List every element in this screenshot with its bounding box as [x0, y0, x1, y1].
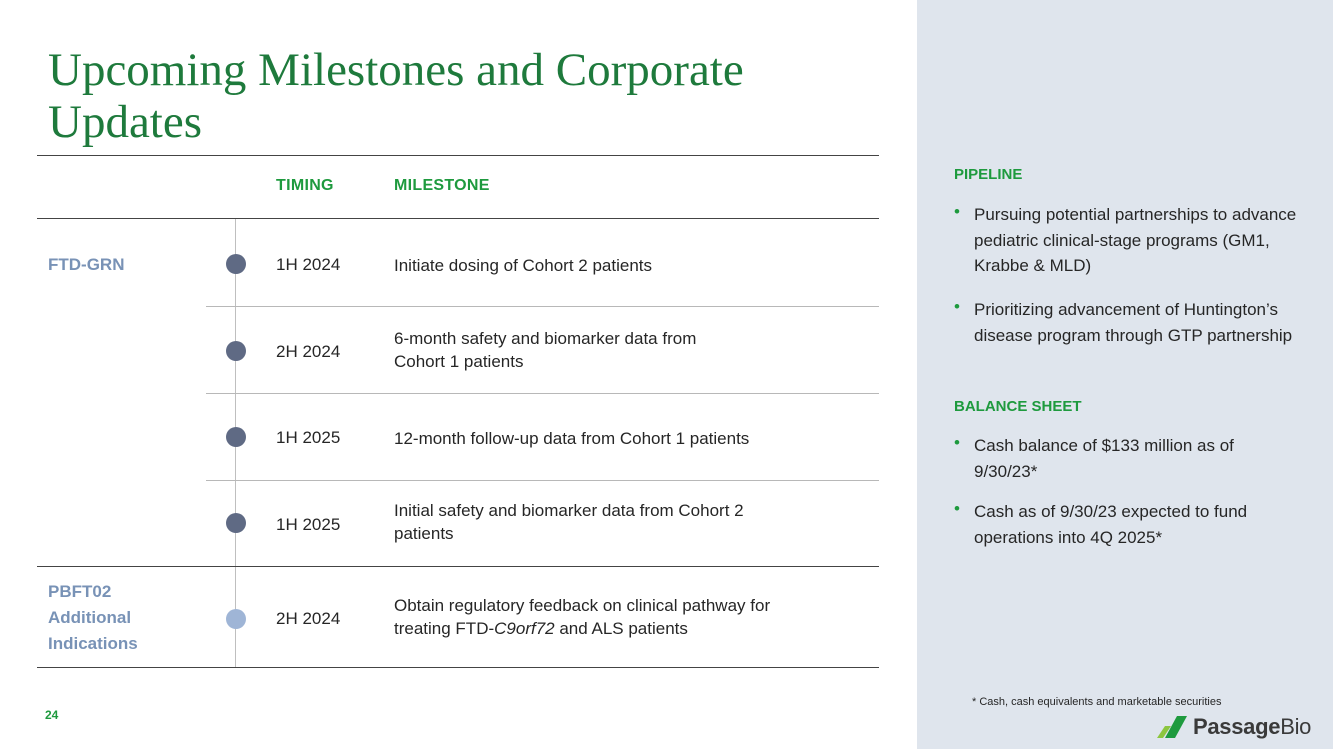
timeline-dot	[226, 609, 246, 629]
bullet-icon: •	[954, 433, 960, 452]
row-divider	[206, 393, 879, 394]
pipeline-bullet: Prioritizing advancement of Huntington’s disease program through GTP partnership	[974, 300, 1293, 345]
bullet-icon: •	[954, 499, 960, 518]
row-timing: 1H 2024	[276, 255, 341, 274]
row-milestone: Initiate dosing of Cohort 2 patients	[394, 256, 652, 275]
row-divider	[206, 480, 879, 481]
group-label-line: Indications	[48, 634, 138, 653]
row-timing: 2H 2024	[276, 609, 341, 628]
row-milestone	[394, 594, 864, 640]
table-bottom-rule	[37, 667, 879, 668]
sidebar-panel	[917, 0, 1333, 749]
timeline-dot	[226, 341, 246, 361]
group-label-line: Additional	[48, 608, 132, 627]
row-timing: 1H 2025	[276, 428, 341, 447]
page-title: Upcoming Milestones and Corporate Updates	[48, 44, 744, 148]
passage-bio-logo-icon	[1157, 716, 1187, 738]
pipeline-heading: PIPELINE	[954, 166, 1023, 183]
row-milestone-line: treating FTD-C9orf72 and ALS patients	[394, 619, 688, 638]
group-label-pbft02	[48, 579, 138, 657]
row-timing: 1H 2025	[276, 515, 341, 534]
timeline-dot	[226, 254, 246, 274]
passage-bio-logo	[1157, 713, 1311, 741]
row-milestone-line: patients	[394, 524, 454, 543]
row-milestone: 12-month follow-up data from Cohort 1 patients	[394, 429, 750, 448]
timing-header: TIMING	[276, 177, 334, 194]
pipeline-bullet: Pursuing potential partnerships to advance pediatric clinical-stage programs (GM1, Krabbe & MLD)	[974, 205, 1297, 275]
page-number: 24	[45, 708, 59, 722]
row-divider	[206, 306, 879, 307]
balance-sheet-heading: BALANCE SHEET	[954, 398, 1082, 415]
row-timing: 2H 2024	[276, 342, 341, 361]
footnote: * Cash, cash equivalents and marketable securities	[972, 696, 1222, 708]
timeline-dot	[226, 513, 246, 533]
logo-wordmark: PassageBio	[1193, 714, 1312, 739]
row-milestone	[394, 499, 864, 545]
group-label-line: PBFT02	[48, 582, 112, 601]
row-milestone-line: Cohort 1 patients	[394, 352, 524, 371]
row-milestone-line: Obtain regulatory feedback on clinical pathway for	[394, 596, 771, 615]
bullet-icon: •	[954, 297, 960, 316]
row-milestone-line: Initial safety and biomarker data from Cohort 2	[394, 501, 744, 520]
bullet-icon: •	[954, 202, 960, 221]
group-rule	[37, 566, 879, 567]
header-rule	[37, 218, 879, 219]
balance-bullet: Cash as of 9/30/23 expected to fund operations into 4Q 2025*	[974, 502, 1248, 547]
timeline-dot	[226, 427, 246, 447]
row-milestone	[394, 327, 864, 373]
group-label-ftd-grn: FTD-GRN	[48, 255, 125, 274]
row-milestone-line: 6-month safety and biomarker data from	[394, 329, 697, 348]
balance-bullet: Cash balance of $133 million as of 9/30/23*	[974, 436, 1234, 481]
milestone-header: MILESTONE	[394, 177, 490, 194]
title-rule	[37, 155, 879, 156]
